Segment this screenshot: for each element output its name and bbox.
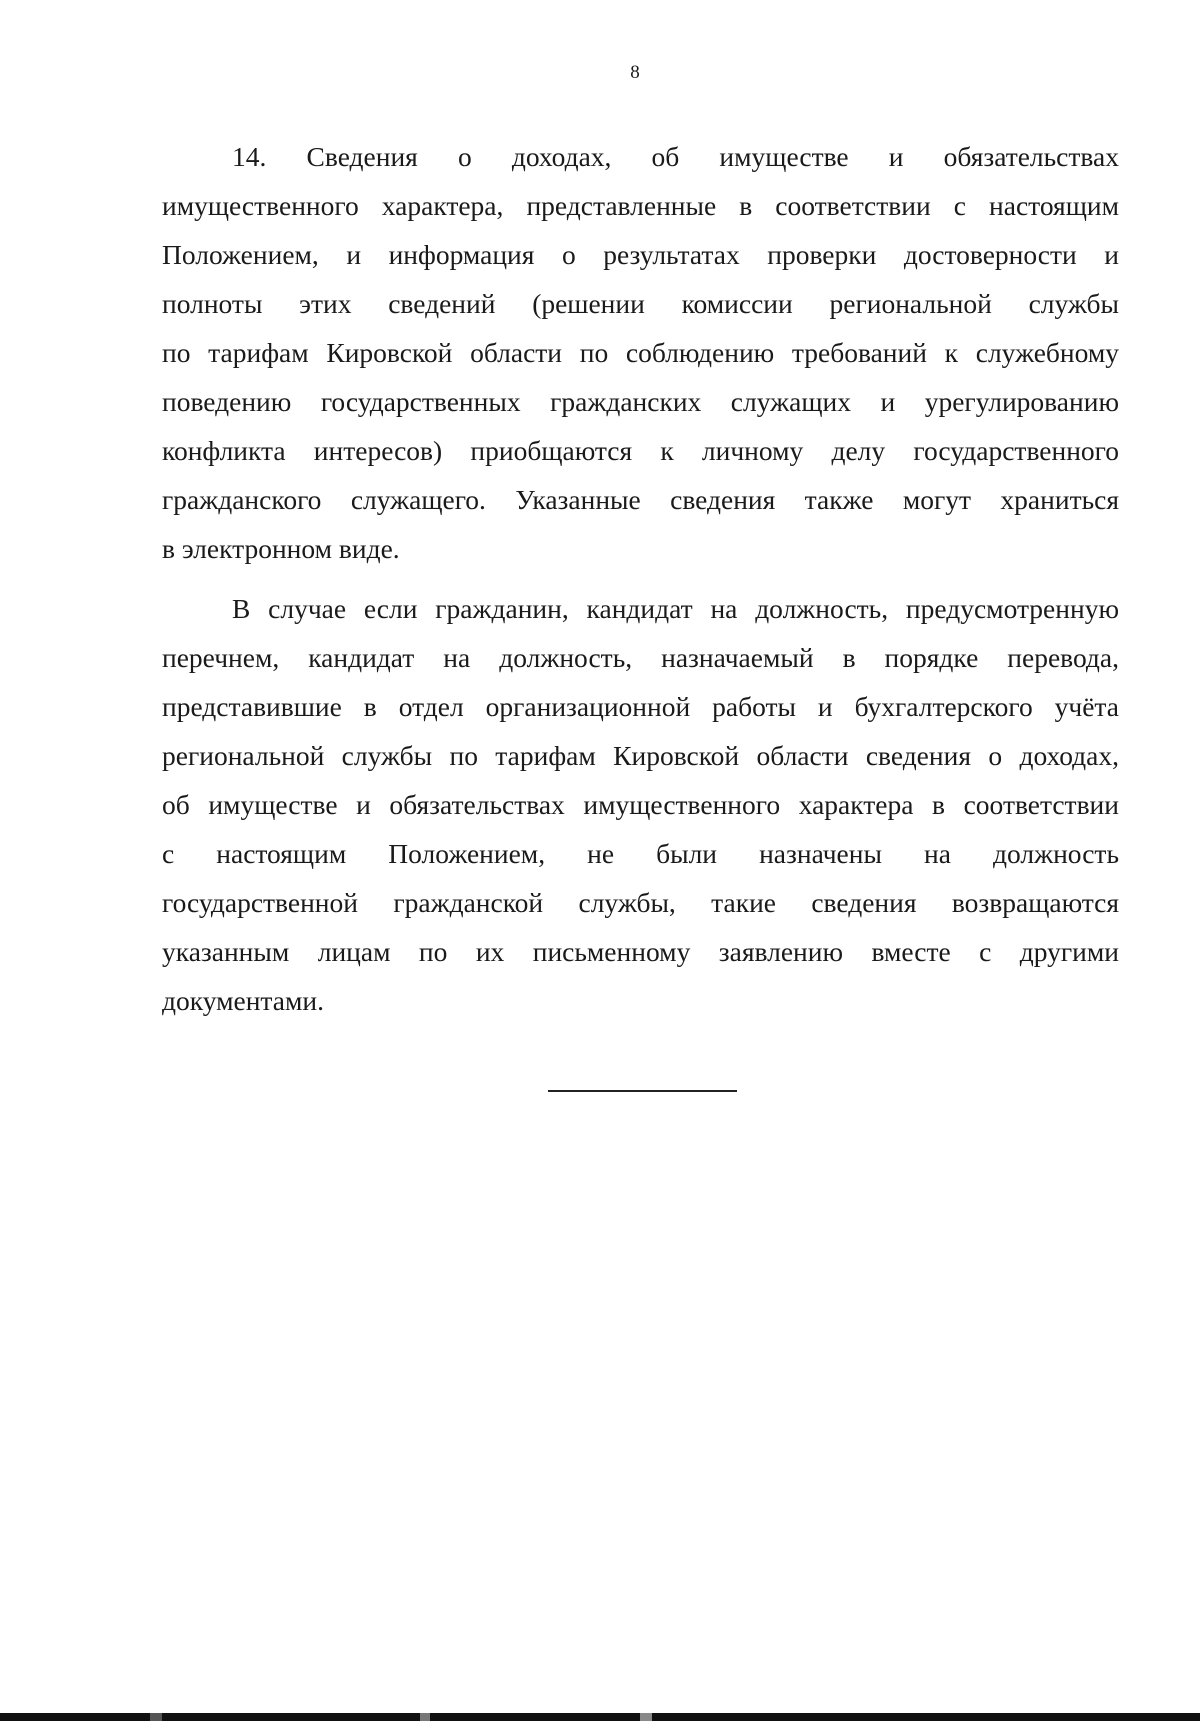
text-line: об имуществе и обязательствах имущественного характера в соответствии (162, 789, 1119, 820)
page-number: 8 (630, 62, 640, 83)
text-line: гражданского служащего. Указанные сведения также могут храниться (162, 484, 1119, 515)
paragraph-return-of-documents (162, 584, 1119, 1025)
scan-edge-artifact (0, 1713, 1200, 1721)
text-line: в электронном виде. (162, 533, 400, 564)
text-line: В случае если гражданин, кандидат на должность, предусмотренную (232, 593, 1119, 624)
text-line: поведению государственных гражданских служащих и урегулированию (162, 386, 1119, 417)
text-line: указанным лицам по их письменному заявлению вместе с другими (162, 936, 1119, 967)
text-line: перечнем, кандидат на должность, назначаемый в порядке перевода, (162, 642, 1119, 673)
text-line: конфликта интересов) приобщаются к личному делу государственного (162, 435, 1119, 466)
text-line: 14. Сведения о доходах, об имуществе и обязательствах (232, 141, 1119, 172)
end-of-document-rule (548, 1090, 737, 1092)
text-line: полноты этих сведений (решении комиссии региональной службы (162, 288, 1119, 319)
text-line: Положением, и информация о результатах проверки достоверности и (162, 239, 1119, 270)
text-line: имущественного характера, представленные в соответствии с настоящим (162, 190, 1119, 221)
text-line: с настоящим Положением, не были назначены на должность (162, 838, 1119, 869)
text-line: региональной службы по тарифам Кировской области сведения о доходах, (162, 740, 1119, 771)
paragraph-14-disclosure (162, 132, 1119, 573)
text-line: государственной гражданской службы, такие сведения возвращаются (162, 887, 1119, 918)
text-line: документами. (162, 985, 324, 1016)
text-line: представившие в отдел организационной работы и бухгалтерского учёта (162, 691, 1119, 722)
text-line: по тарифам Кировской области по соблюдению требований к служебному (162, 337, 1119, 368)
